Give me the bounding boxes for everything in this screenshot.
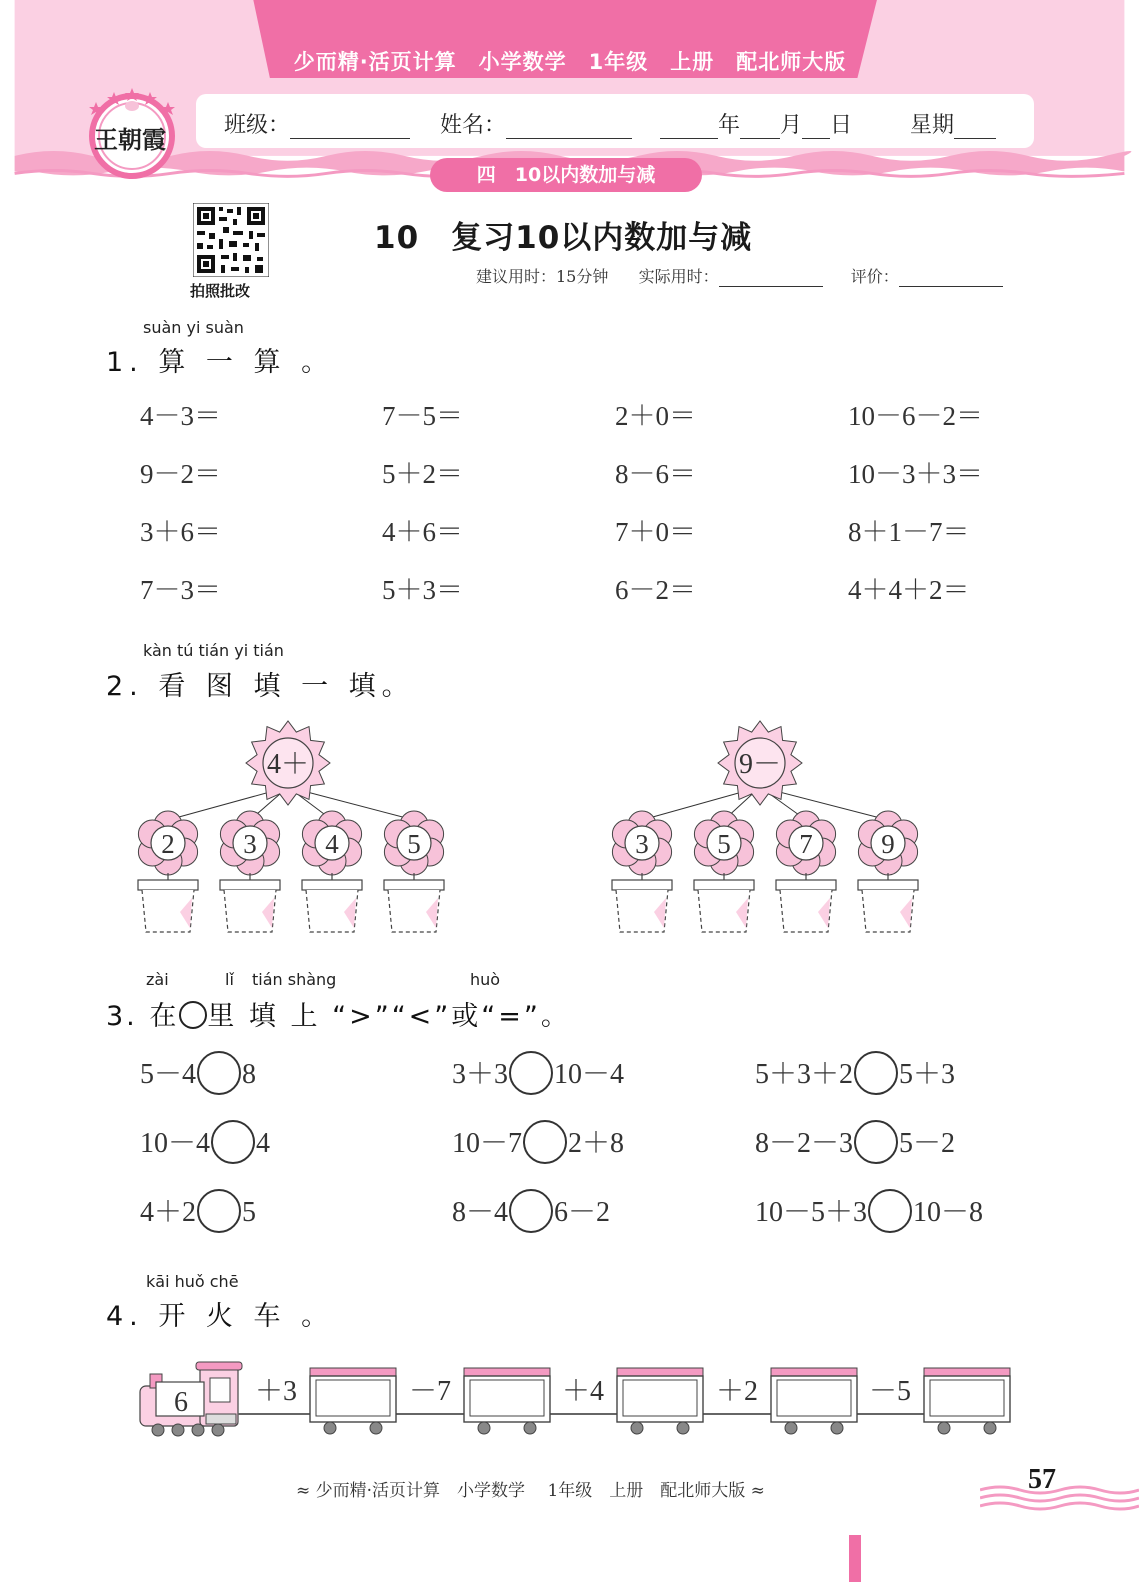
right-expression: 5 xyxy=(242,1197,257,1228)
q2-heading: 2. 看 图 填 一 填。 xyxy=(106,671,415,702)
class-field[interactable] xyxy=(224,108,410,139)
train-car[interactable] xyxy=(924,1368,1010,1434)
q1-expression[interactable]: 7＋0＝ xyxy=(615,517,696,547)
answer-circle[interactable] xyxy=(211,1120,255,1164)
answer-circle[interactable] xyxy=(868,1189,912,1233)
q2-pinyin: kàn tú tián yi tián xyxy=(143,641,284,660)
day-label: 日 xyxy=(830,113,853,138)
actual-time-label: 实际用时： xyxy=(638,267,719,286)
sun-label: 4＋ xyxy=(266,749,310,780)
q3-pinyin-li: lǐ xyxy=(225,970,234,989)
right-expression: 2＋8 xyxy=(568,1128,625,1159)
train-car[interactable] xyxy=(464,1368,550,1434)
train-operation: －7 xyxy=(408,1376,452,1407)
left-expression: 5－4 xyxy=(140,1059,197,1090)
train-operation: ＋2 xyxy=(715,1376,759,1407)
month-label: 月 xyxy=(780,113,803,138)
flower-number: 7 xyxy=(799,829,813,859)
page-edge-tab xyxy=(849,1535,861,1582)
q3-pinyin-huo: huò xyxy=(470,970,501,989)
weekday-field[interactable] xyxy=(910,108,996,139)
q3-comparison xyxy=(452,1190,610,1237)
q3-comparison xyxy=(140,1121,270,1168)
q1-expression[interactable]: 7－3＝ xyxy=(140,575,221,605)
series-title: 少而精·活页计算 小学数学 1年级 上册 配北师大版 xyxy=(293,50,847,74)
q4-pinyin: kāi huǒ chē xyxy=(146,1272,239,1291)
unit-title: 四 10以内数加与减 xyxy=(430,158,702,192)
suggested-time: 建议用时：15分钟 xyxy=(476,267,609,286)
brand-logo xyxy=(80,86,184,180)
q3-heading xyxy=(106,994,571,1033)
left-expression: 8－2－3 xyxy=(755,1128,854,1159)
q1-expression[interactable]: 2＋0＝ xyxy=(615,401,696,431)
sun-label: 9－ xyxy=(738,749,782,780)
left-expression: 10－4 xyxy=(140,1128,211,1159)
answer-circle[interactable] xyxy=(854,1120,898,1164)
q1-expression[interactable]: 5＋3＝ xyxy=(382,575,463,605)
q1-expression[interactable]: 5＋2＝ xyxy=(382,459,463,489)
left-expression: 10－7 xyxy=(452,1128,523,1159)
right-expression: 6－2 xyxy=(554,1197,611,1228)
q1-expression[interactable]: 6－2＝ xyxy=(615,575,696,605)
flower-number: 5 xyxy=(717,829,731,859)
q3-comparison xyxy=(755,1121,955,1168)
q1-expression[interactable]: 3＋6＝ xyxy=(140,517,221,547)
left-expression: 10－5＋3 xyxy=(755,1197,868,1228)
flower-number: 4 xyxy=(325,829,339,859)
q1-expression[interactable]: 4＋4＋2＝ xyxy=(848,575,970,605)
left-expression: 8－4 xyxy=(452,1197,509,1228)
qr-code-icon[interactable] xyxy=(193,203,269,277)
footer-wave-decoration xyxy=(980,1470,1139,1520)
right-expression: 10－4 xyxy=(554,1059,625,1090)
circle-symbol-icon xyxy=(179,1001,207,1029)
train-engine-icon xyxy=(140,1362,242,1436)
footer-series: ≈ 少而精·活页计算 小学数学 1年级 上册 配北师大版 ≈ xyxy=(296,1481,765,1501)
weekday-label: 星期 xyxy=(910,113,955,138)
train-car[interactable] xyxy=(617,1368,703,1434)
answer-circle[interactable] xyxy=(509,1189,553,1233)
class-label: 班级： xyxy=(224,113,291,138)
q3-comparison xyxy=(452,1121,624,1168)
answer-circle[interactable] xyxy=(523,1120,567,1164)
left-expression: 4＋2 xyxy=(140,1197,197,1228)
right-expression: 4 xyxy=(256,1128,271,1159)
train-car[interactable] xyxy=(310,1368,396,1434)
answer-circle[interactable] xyxy=(854,1051,898,1095)
answer-circle[interactable] xyxy=(197,1189,241,1233)
q3-heading-b: 里 填 上 “>”“<”或“=”。 xyxy=(207,1001,571,1032)
lesson-title: 10 复习10以内数加与减 xyxy=(374,220,753,256)
q3-comparison xyxy=(140,1052,256,1099)
q1-expression[interactable]: 8－6＝ xyxy=(615,459,696,489)
right-expression: 8 xyxy=(242,1059,257,1090)
q1-expression[interactable]: 8＋1－7＝ xyxy=(848,517,970,547)
name-field[interactable] xyxy=(440,108,632,139)
q1-expression[interactable]: 7－5＝ xyxy=(382,401,463,431)
train-start-number: 6 xyxy=(174,1387,188,1418)
flower-number: 3 xyxy=(243,829,257,859)
flower-number: 2 xyxy=(161,829,175,859)
train-operation: －5 xyxy=(868,1376,912,1407)
q2-flower-diagram xyxy=(0,710,1139,950)
answer-circle[interactable] xyxy=(197,1051,241,1095)
evaluation-label: 评价： xyxy=(850,267,899,286)
train-operation: ＋4 xyxy=(561,1376,605,1407)
q1-expression[interactable]: 9－2＝ xyxy=(140,459,221,489)
q1-expression[interactable]: 10－3＋3＝ xyxy=(848,459,983,489)
train-operation: ＋3 xyxy=(254,1376,298,1407)
q1-pinyin: suàn yi suàn xyxy=(143,318,244,337)
left-expression: 3＋3 xyxy=(452,1059,509,1090)
q1-expression[interactable]: 4＋6＝ xyxy=(382,517,463,547)
right-expression: 10－8 xyxy=(913,1197,984,1228)
q1-expression[interactable]: 10－6－2＝ xyxy=(848,401,983,431)
flower-number: 5 xyxy=(407,829,421,859)
lesson-meta xyxy=(476,264,1003,287)
q3-comparison xyxy=(452,1052,624,1099)
logo-text: 王朝霞 xyxy=(94,125,166,154)
answer-circle[interactable] xyxy=(509,1051,553,1095)
right-expression: 5－2 xyxy=(899,1128,956,1159)
left-expression: 5＋3＋2 xyxy=(755,1059,854,1090)
q3-pinyin-tianshang: tián shàng xyxy=(252,970,337,989)
q1-expression[interactable]: 4－3＝ xyxy=(140,401,221,431)
year-label: 年 xyxy=(718,113,741,138)
q3-comparison xyxy=(755,1190,983,1237)
date-field[interactable] xyxy=(660,108,852,139)
q3-comparison xyxy=(755,1052,955,1099)
flower-number: 3 xyxy=(635,829,649,859)
page-number: 57 xyxy=(1028,1464,1056,1495)
q4-heading: 4. 开 火 车 。 xyxy=(106,1301,335,1332)
flower-number: 9 xyxy=(881,829,895,859)
q3-pinyin-zai: zài xyxy=(146,970,169,989)
train-car[interactable] xyxy=(771,1368,857,1434)
right-expression: 5＋3 xyxy=(899,1059,956,1090)
q4-train xyxy=(0,1350,1139,1450)
q3-heading-a: 3. 在 xyxy=(106,1001,180,1032)
q1-heading: 1. 算 一 算 。 xyxy=(106,347,335,378)
q3-comparison xyxy=(140,1190,256,1237)
qr-label: 拍照批改 xyxy=(190,282,251,300)
name-label: 姓名： xyxy=(440,113,507,138)
